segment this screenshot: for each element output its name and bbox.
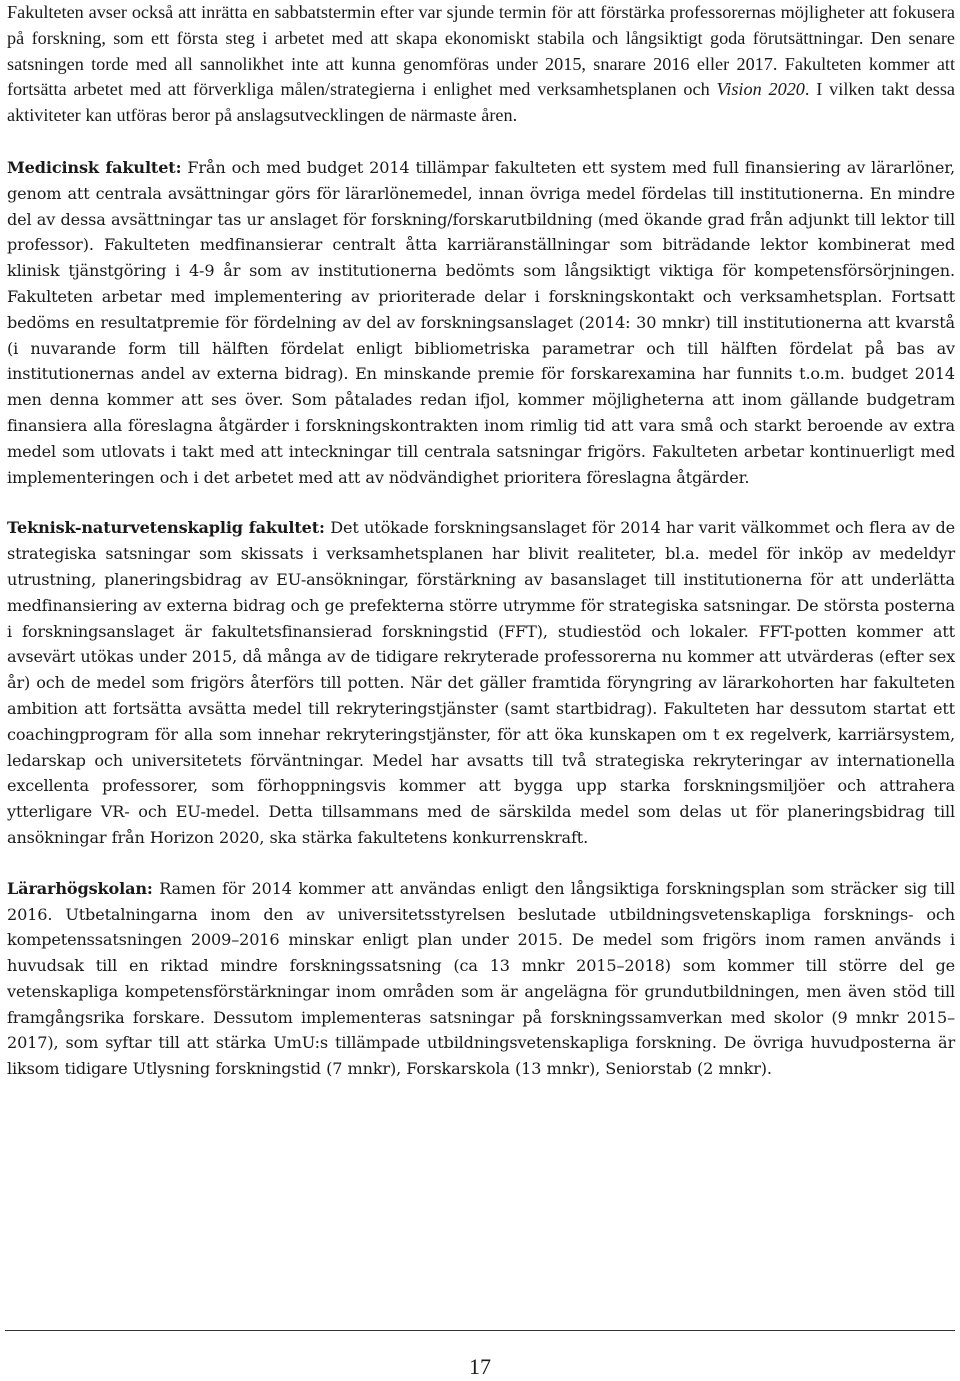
intro-text-a: Fakulteten avser också att inrätta en sabbatstermin efter var sjunde termin för att förstärka professorernas möjligheter att fokusera på forskning, som ett första steg i arbetet med att skapa ekonomiskt stabila och långsiktigt goda förutsättningar. Den senare satsningen torde med all sannolikhet inte att kunna genomföras under 2015, snarare 2016 eller 2017. Fakulteten kommer att fortsätta arbetet med att förverkliga målen/strategierna i enlighet med verksamhetsplanen och [7,2,955,100]
teknisk-naturvetenskaplig-paragraph [7,515,955,850]
lararhogskolan-paragraph [7,876,955,1082]
lararhogskolan-heading: Lärarhögskolan: [7,878,153,898]
teknisk-naturvetenskaplig-heading: Teknisk-naturvetenskaplig fakultet: [7,518,325,538]
lararhogskolan-body: Ramen för 2014 kommer att användas enligt den långsiktiga forskningsplan som sträcker sig till 2016. Utbetalningarna inom den av universitetsstyrelsen beslutade utbildningsvetenskapliga forsknings- och kompetenssatsningen 2009–2016 minskar enligt plan under 2015. De medel som frigörs inom ramen används i huvudsak till en riktad mindre forskningssatsning (ca 13 mnkr 2015–2018) som kommer till större del ge vetenskapliga kompetensförstärkningar inom områden som är angelägna för grundutbildningen, men även stöd till framgångsrika forskare. Dessutom implementeras satsningar på forskningssamverkan med skolor (9 mnkr 2015–2017), som syftar till att stärka UmU:s tillämpade utbildningsvetenskapliga forskning. De övriga huvudposterna är liksom tidigare Utlysning forskningstid (7 mnkr), Forskarskola (13 mnkr), Seniorstab (2 mnkr). [7,878,955,1079]
intro-text-b: . I vilken takt dessa aktiviteter kan utföras beror på anslagsutvecklingen de närmaste åren. [7,79,955,126]
vision-2020-title: Vision 2020 [716,79,805,100]
medicinsk-fakultet-paragraph [7,155,955,490]
intro-paragraph [7,0,955,129]
medicinsk-fakultet-body: Från och med budget 2014 tillämpar fakulteten ett system med full finansiering av lärarlöner, genom att centrala avsättningar görs för lärarlönemedel, innan övriga medel fördelas till institutionerna. En mindre del av dessa avsättningar tas ur anslaget för forskning/forskarutbildning (med ökande grad från adjunkt till lektor till professor). Fakulteten medfinansierar centralt åtta karriäranställningar som biträdande lektor kombinerat med klinisk tjänstgöring i 4-9 år som av institutionerna bedömts som långsiktigt viktiga för kompetensförsörjningen. Fakulteten arbetar med implementering av prioriterade delar i forskningskontakt och verksamhetsplan. Fortsatt bedöms en resultatpremie för fördelning av del av forskningsanslaget (2014: 30 mnkr) till institutionerna att kvarstå (i nuvarande form till hälften fördelat enligt bibliometriska parametrar och till hälften fördelat på bas av institutionernas andel av externa bidrag). En minskande premie för forskarexamina har funnits t.o.m. budget 2014 men denna kommer att ses över. Som påtalades redan ifjol, kommer möjligheterna att inom gällande budgetram finansiera alla föreslagna åtgärder i forskningskontrakten inom rimlig tid att vara små och starkt beroende av extra medel som utlovats i takt med att inteckningar till centrala satsningar frigörs. Fakulteten arbetar kontinuerligt med implementeringen och i det arbetet med att av nödvändighet prioritera föreslagna åtgärder. [7,157,955,487]
medicinsk-fakultet-heading: Medicinsk fakultet: [7,157,182,177]
footer-divider [5,1330,955,1331]
teknisk-naturvetenskaplig-body: Det utökade forskningsanslaget för 2014 har varit välkommet och flera av de strategiska satsningar som skissats i verksamhetsplanen har blivit realiteter, bl.a. medel för inköp av medeldyr utrustning, planeringsbidrag av EU-ansökningar, förstärkning av basanslaget till institutionerna för att underlätta medfinansiering av externa bidrag och ge prefekterna större utrymme för strategiska satsningar. De största posterna i forskningsanslaget är fakultetsfinansierad forskningstid (FFT), studiestöd och lokaler. FFT-potten kommer att avsevärt utökas under 2015, då många av de tidigare rekryterade professorerna nu kommer att utvärderas (efter sex år) och de medel som frigörs återförs till potten. När det gäller framtida föryngring av lärarkohorten har fakulteten ambition att fortsätta avsätta medel till rekryteringstjänster (samt startbidrag). Fakulteten har dessutom startat ett coachingprogram för alla som innehar rekryteringstjänster, för att öka kunskapen om t ex regelverk, karriärsystem, ledarskap och universitetets förväntningar. Medel har avsatts till två strategiska rekryteringar av internationella excellenta professorer, som förhoppningsvis kommer att bygga upp starka forskningsmiljöer och attrahera ytterligare VR- och EU-medel. Detta tillsammans med de särskilda medel som delas ut för planeringsbidrag till ansökningar från Horizon 2020, ska stärka fakultetens konkurrenskraft. [7,518,955,847]
page-number: 17 [469,1354,491,1379]
document-page [7,0,955,1082]
